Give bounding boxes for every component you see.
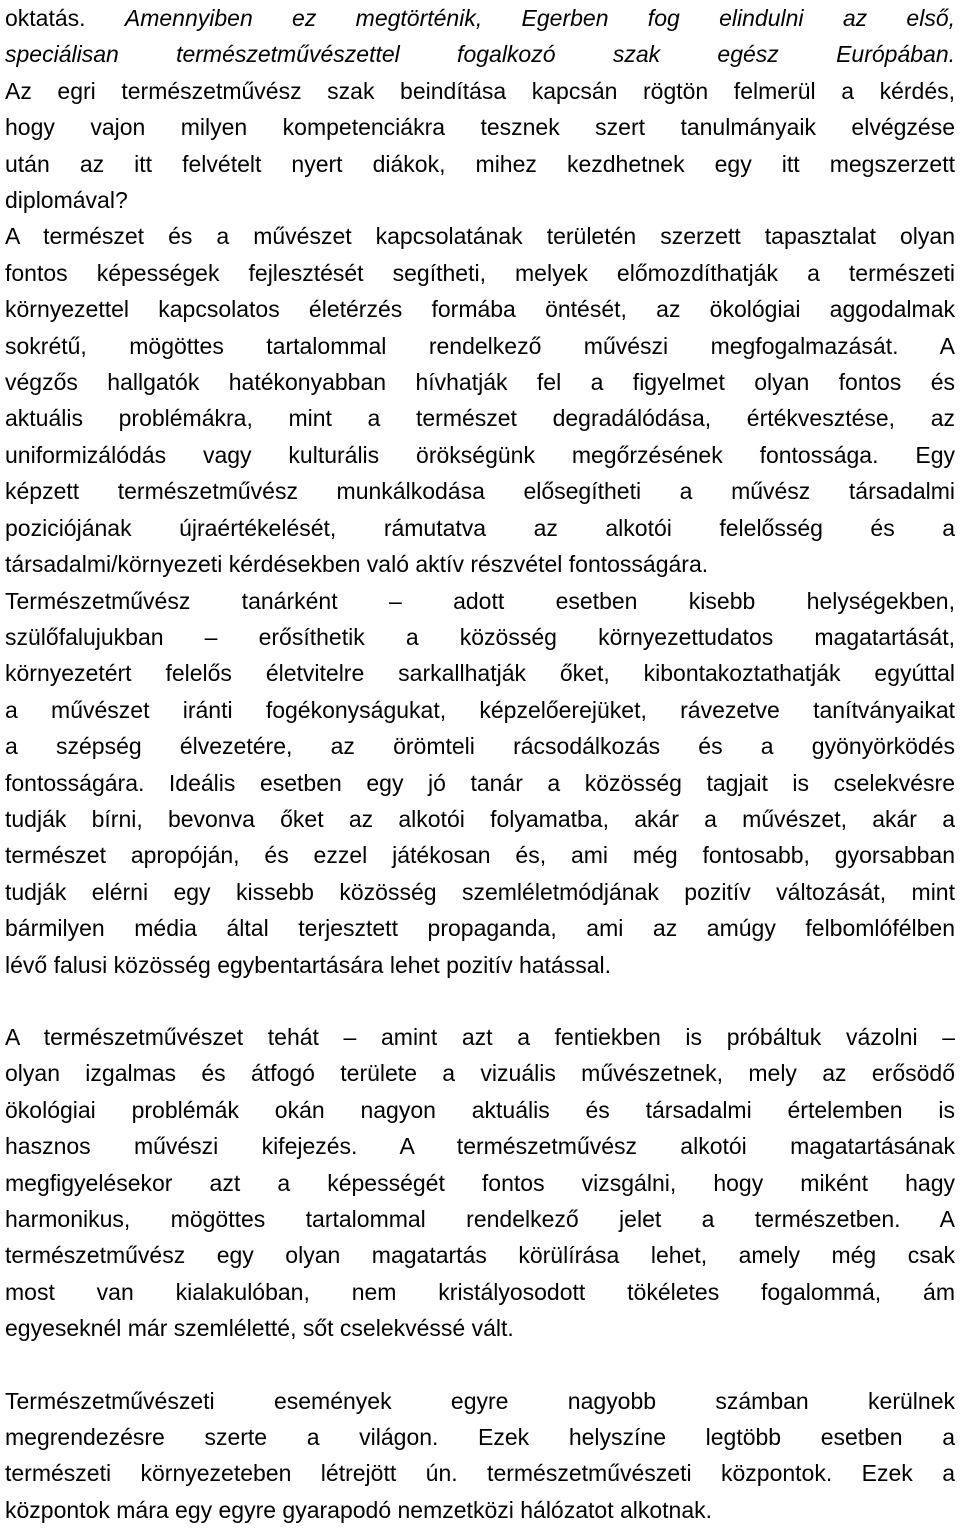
text-line: sokrétű, mögöttes tartalommal rendelkező művészi megfogalmazását. A — [5, 332, 955, 359]
text-line: diplomával? — [5, 187, 128, 214]
text-line: után az itt felvételt nyert diákok, mihez kezdhetnek egy itt megszerzett — [5, 150, 955, 177]
text-line: lévő falusi közösség egybentartására lehet pozitív hatással. — [5, 951, 612, 978]
text-line: harmonikus, mögöttes tartalommal rendelkező jelet a természetben. A — [5, 1206, 955, 1232]
text-line: aktuális problémákra, mint a természet degradálódása, értékvesztése, az — [5, 405, 955, 432]
text-line: uniformizálódás vagy kulturális örökségünk megőrzésének fontossága. Egy — [5, 441, 955, 468]
text-line: fontosságára. Ideális esetben egy jó tanár a közösség tagjait is cselekvésre — [5, 769, 955, 796]
paragraph-2 — [5, 1019, 955, 1347]
text-line: bármilyen média által terjesztett propaganda, ami az amúgy felbomlófélben — [5, 915, 955, 942]
text-line: ökológiai problémák okán nagyon aktuális és társadalmi értelemben is — [5, 1096, 955, 1123]
text-line: hasznos művészi kifejezés. A természetművész alkotói magatartásának — [5, 1133, 955, 1160]
text-line: hogy vajon milyen kompetenciákra tesznek szert tanulmányaik elvégzése — [5, 114, 955, 141]
text-line: tudják elérni egy kissebb közösség szemléletmódjának pozitív változását, mint — [5, 878, 955, 905]
paragraph-spacer — [5, 1347, 955, 1383]
text-line: központok mára egy egyre gyarapodó nemzetközi hálózatot alkotnak. — [5, 1496, 713, 1523]
text-line: Természetművészeti események egyre nagyobb számban kerülnek — [5, 1387, 955, 1414]
text-line: A természetművészet tehát – amint azt a fentiekben is próbáltuk vázolni – — [5, 1023, 955, 1050]
text-line: környezetért felelős életvitelre sarkallhatják őket, kibontakoztathatják egyúttal — [5, 660, 955, 687]
text-line: fontos képességek fejlesztését segítheti, melyek előmozdíthatják a természeti — [5, 259, 955, 286]
text-run: oktatás. — [5, 5, 125, 31]
text-line: szülőfalujukban – erősíthetik a közösség környezettudatos magatartását, — [5, 623, 955, 650]
text-line: most van kialakulóban, nem kristályosodott tökéletes fogalommá, ám — [5, 1278, 955, 1305]
text-line: társadalmi/környezeti kérdésekben való aktív részvétel fontosságára. — [5, 551, 709, 578]
text-line — [5, 0, 955, 36]
text-line: Az egri természetművész szak beindítása kapcsán rögtön felmerül a kérdés, — [5, 77, 955, 104]
text-line: olyan izgalmas és átfogó területe a vizuális művészetnek, mely az erősödő — [5, 1060, 955, 1087]
paragraph-1 — [5, 0, 955, 983]
text-line: megrendezésre szerte a világon. Ezek helyszíne legtöbb esetben a — [5, 1424, 955, 1451]
text-line: természetművész egy olyan magatartás körülírása lehet, amely még csak — [5, 1242, 955, 1269]
paragraph-spacer — [5, 983, 955, 1019]
text-line: képzett természetművész munkálkodása elősegítheti a művész társadalmi — [5, 478, 955, 505]
text-line: környezettel kapcsolatos életérzés formába öntését, az ökológiai aggodalmak — [5, 296, 955, 323]
italic-text-run: Amennyiben ez megtörténik, Egerben fog elindulni az első, — [124, 5, 955, 31]
text-line: természet apropóján, és ezzel játékosan és, ami még fontosabb, gyorsabban — [5, 842, 955, 869]
text-line: poziciójának újraértékelését, rámutatva az alkotói felelősség és a — [5, 514, 955, 541]
text-line: megfigyelésekor azt a képességét fontos vizsgálni, hogy miként hagy — [5, 1169, 955, 1196]
text-line: végzős hallgatók hatékonyabban hívhatják fel a figyelmet olyan fontos és — [5, 369, 955, 396]
text-line: természeti környezeteben létrejött ún. természetművészeti központok. Ezek a — [5, 1460, 955, 1487]
text-line: a művészet iránti fogékonyságukat, képzelőerejüket, rávezetve tanítványaikat — [5, 696, 955, 723]
text-line: Természetművész tanárként – adott esetben kisebb helységekben, — [5, 587, 955, 614]
text-line: egyeseknél már szemléletté, sőt cselekvéssé vált. — [5, 1315, 514, 1342]
text-line: speciálisan természetművészettel fogalkozó szak egész Európában. — [5, 41, 955, 68]
paragraph-3 — [5, 1383, 955, 1528]
text-line: tudják bírni, bevonva őket az alkotói folyamatba, akár a művészet, akár a — [5, 805, 955, 832]
text-line: a szépség élvezetére, az örömteli rácsodálkozás és a gyönyörködés — [5, 733, 955, 760]
text-line: A természet és a művészet kapcsolatának területén szerzett tapasztalat olyan — [5, 223, 955, 250]
